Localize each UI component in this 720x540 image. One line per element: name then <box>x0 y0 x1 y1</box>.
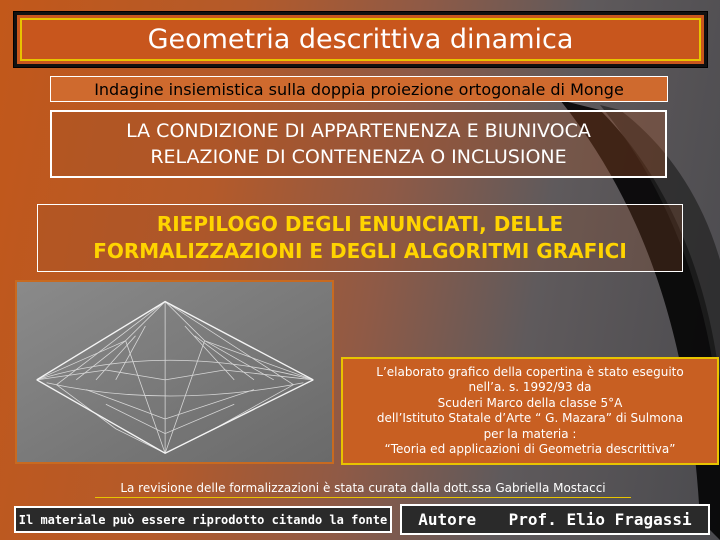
author-box <box>400 504 710 535</box>
recap-heading-box <box>37 204 683 272</box>
revision-note: La revisione delle formalizzazioni è stata curata dalla dott.ssa Gabriella Mostacci <box>95 478 631 498</box>
license-text: Il materiale può essere riprodotto citando la fonte <box>18 512 388 527</box>
cover-drawing-image <box>15 280 334 464</box>
title-banner <box>14 12 707 67</box>
condition-line-2: RELAZIONE DI CONTENENZA O INCLUSIONE <box>150 146 567 168</box>
slide-subtitle: Indagine insiemistica sulla doppia proiezione ortogonale di Monge <box>94 79 624 99</box>
credit-line: dell’Istituto Statale d’Arte “ G. Mazara” di Sulmona <box>376 411 684 425</box>
credit-line: per la materia : <box>483 426 577 441</box>
cover-credit-box <box>341 357 719 465</box>
author-name: Prof. Elio Fragassi <box>508 510 692 529</box>
subtitle-banner <box>50 76 668 102</box>
recap-line-2: FORMALIZZAZIONI E DEGLI ALGORITMI GRAFICI <box>93 239 627 263</box>
slide-title: Geometria descrittiva dinamica <box>20 18 701 61</box>
condition-line-1: LA CONDIZIONE DI APPARTENENZA E BIUNIVOCA <box>126 120 591 142</box>
condition-heading-box <box>50 110 667 178</box>
credit-line: nell’a. s. 1992/93 da <box>468 380 592 394</box>
credit-line: “Teoria ed applicazioni di Geometria descrittiva” <box>384 442 676 456</box>
credit-line: L’elaborato grafico della copertina è stato eseguito <box>376 364 684 379</box>
credit-line: Scuderi Marco della classe 5°A <box>437 395 623 410</box>
author-label: Autore <box>418 510 477 529</box>
license-note <box>14 506 392 533</box>
recap-line-1: RIEPILOGO DEGLI ENUNCIATI, DELLE <box>156 212 564 236</box>
